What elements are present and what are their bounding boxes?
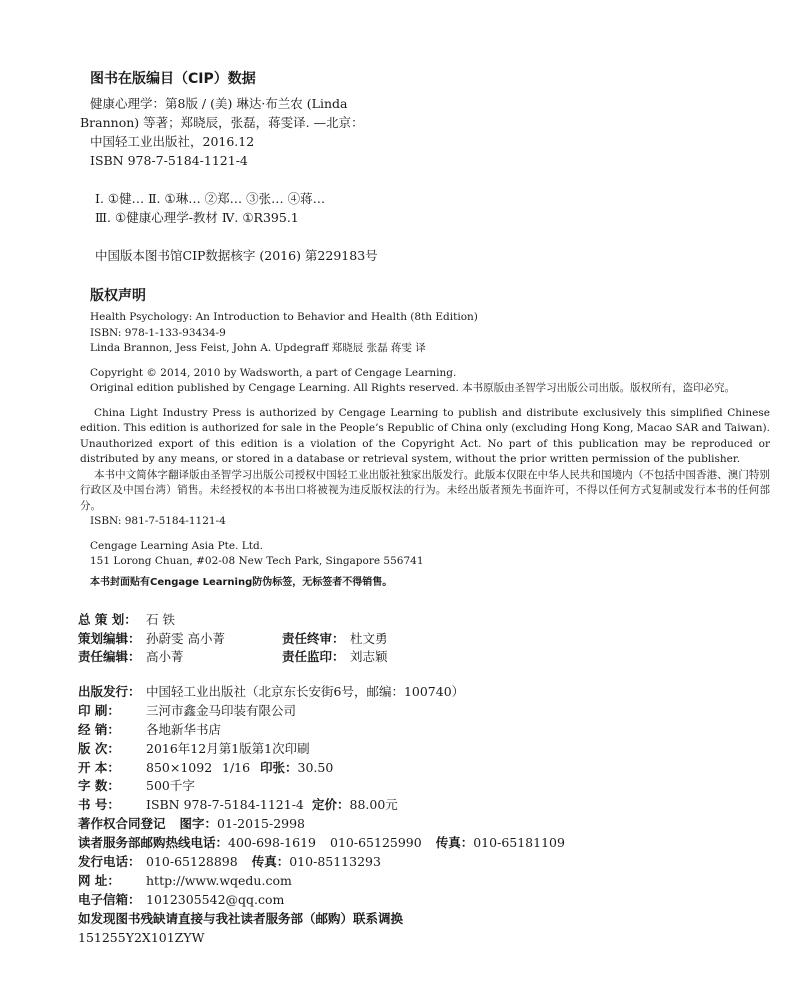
- website-label: 网 址：: [78, 872, 120, 888]
- copyright-block: [80, 310, 770, 590]
- publisher-company: Cengage Learning Asia Pte. Ltd.: [90, 539, 264, 552]
- anti-counterfeit-notice: 本书封面贴有Cengage Learning防伪标签，无标签者不得销售。: [90, 576, 393, 588]
- cip-class-line: Ⅲ. ①健康心理学-教材 Ⅳ. ①R395.1: [95, 210, 299, 225]
- pub-row: [78, 702, 778, 721]
- format-row: [78, 759, 778, 778]
- cip-heading: 图书在版编目（CIP）数据: [90, 71, 256, 87]
- final-review-label: 责任终审：: [282, 630, 345, 646]
- publisher-address: 151 Lorong Chuan, #02-08 New Tech Park, Singapore 556741: [90, 555, 424, 567]
- hotline-value: 400-698-1619: [228, 835, 316, 851]
- cip-line: 中国轻工业出版社，2016.12: [90, 134, 255, 149]
- pub-value: 三河市鑫金马印装有限公司: [146, 702, 297, 718]
- cip-line: Brannon) 等著；郑晓辰，张磊，蒋雯译. —北京：: [80, 115, 364, 130]
- pub-row: [78, 740, 778, 759]
- pub-label: 印 刷：: [78, 702, 120, 718]
- cip-class-line: Ⅰ. ①健… Ⅱ. ①琳… ②郑… ③张… ④蒋…: [95, 191, 326, 206]
- hotline-value-2: 010-65125990: [330, 835, 422, 851]
- price-value: 88.00元: [349, 797, 398, 813]
- format-value: 850×1092: [146, 759, 213, 775]
- editor-row: [78, 648, 778, 667]
- planner-name: 石 铁: [146, 612, 175, 627]
- email-row: [78, 891, 778, 910]
- fax-label: 传真：: [251, 854, 290, 870]
- contract-no-label: 图字：: [179, 816, 218, 832]
- final-review-name: 杜文勇: [350, 630, 388, 646]
- copyright-line: Copyright © 2014, 2010 by Wadsworth, a part of Cengage Learning.: [90, 366, 457, 379]
- fax-value: 010-85113293: [289, 854, 381, 870]
- original-isbn: ISBN: 978-1-133-93434-9: [90, 326, 226, 339]
- pub-label: 版 次：: [78, 740, 120, 756]
- sheets-label: 印张：: [260, 759, 298, 775]
- isbn-label: 书 号：: [78, 797, 120, 813]
- pub-value: 中国轻工业出版社（北京东长安街6号，邮编：100740）: [146, 684, 465, 699]
- email-label: 电子信箱：: [78, 891, 141, 907]
- editorial-credits: [78, 611, 778, 667]
- website-row: [78, 872, 778, 891]
- pub-row: [78, 721, 778, 740]
- editor-name: 高小菁: [146, 649, 184, 665]
- print-supervisor-name: 刘志颖: [350, 649, 388, 665]
- website-value: http://www.wqedu.com: [146, 872, 292, 888]
- price-label: 定价：: [312, 797, 350, 813]
- original-edition-line: Original edition published by Cengage Learning. All Rights reserved. 本书原版由圣智学习出版公司出版。版权所有，盗印必究。: [90, 382, 736, 394]
- words-label: 字 数：: [78, 778, 120, 794]
- cip-line: ISBN 978-7-5184-1121-4: [90, 153, 248, 168]
- cip-line: 健康心理学：第8版 / (美) 琳达·布兰农 (Linda: [90, 96, 348, 111]
- planner-label: 总 策 划：: [78, 612, 137, 627]
- planner-row: [78, 611, 778, 630]
- original-title: Health Psychology: An Introduction to Behavior and Health (8th Edition): [90, 311, 478, 323]
- contract-no: 01-2015-2998: [217, 816, 306, 832]
- final-review-cell: [282, 630, 388, 649]
- isbn-value: ISBN 978-7-5184-1121-4: [146, 797, 304, 813]
- pub-row: [78, 683, 778, 702]
- planning-editor-row: [78, 630, 778, 649]
- isbn-row: [78, 796, 778, 815]
- contract-label: 著作权合同登记: [78, 816, 166, 832]
- hotline-label: 读者服务部邮购热线电话：: [78, 835, 229, 851]
- publication-info: [78, 683, 778, 947]
- pub-value: 各地新华书店: [146, 721, 222, 737]
- planning-editor-name: 孙蔚雯 高小菁: [146, 630, 225, 646]
- contract-row: [78, 815, 778, 834]
- planning-editor-label: 策划编辑：: [78, 630, 141, 646]
- sheets-value: 30.50: [297, 759, 334, 775]
- pub-label: 经 销：: [78, 721, 120, 737]
- translation-isbn: ISBN: 981-7-5184-1121-4: [90, 515, 226, 527]
- words-value: 500千字: [146, 778, 195, 794]
- fax-label: 传真：: [435, 835, 474, 851]
- english-authorization-paragraph: China Light Industry Press is authorized by Cengage Learning to publish and distribute exclusively this simplified Chinese edition. This edition is authorized for sale in the People’s Republic of China only (excluding Hong Kong, Macao SAR and Taiwan). Unauthorized export of this edition is a violation of the Copyright Act. No part of this publication may be reproduced or distributed by any means, or stored in a database or retrieval system, without the prior written permission of the publisher.: [80, 406, 770, 465]
- copyright-heading: 版权声明: [90, 288, 146, 304]
- defect-note: 如发现图书残缺请直接与我社读者服务部（邮购）联系调换: [78, 910, 404, 926]
- chinese-authorization-paragraph: 本书中文简体字翻译版由圣智学习出版公司授权中国轻工业出版社独家出版发行。此版本仅限在中华人民共和国境内（不包括中国香港、澳门特别行政区及中国台湾）销售。未经授权的本书出口将被视为违反版权法的行为。未经出版者预先书面许可，不得以任何方式复制或发行本书的任何部分。: [80, 468, 770, 512]
- print-supervisor-label: 责任监印：: [282, 649, 345, 665]
- distribution-value: 010-65128898: [146, 854, 238, 870]
- format-label: 开 本：: [78, 759, 120, 775]
- authors-translators: Linda Brannon, Jess Feist, John A. Updegraff 郑晓辰 张磊 蒋雯 译: [90, 342, 426, 354]
- hotline-row: [78, 834, 778, 853]
- email-value: 1012305542@qq.com: [146, 891, 285, 907]
- pub-label: 出版发行：: [78, 684, 141, 699]
- distribution-row: [78, 853, 778, 872]
- format-size: 1/16: [222, 759, 251, 775]
- words-row: [78, 777, 778, 796]
- product-code: 151255Y2X101ZYW: [78, 929, 205, 945]
- pub-value: 2016年12月第1版第1次印刷: [146, 740, 310, 756]
- editor-label: 责任编辑：: [78, 649, 141, 665]
- distribution-label: 发行电话：: [78, 854, 141, 870]
- cip-record: [80, 94, 770, 265]
- print-supervisor-cell: [282, 648, 388, 667]
- fax-value: 010-65181109: [473, 835, 565, 851]
- cip-core-number: 中国版本图书馆CIP数据核字 (2016) 第229183号: [95, 248, 378, 263]
